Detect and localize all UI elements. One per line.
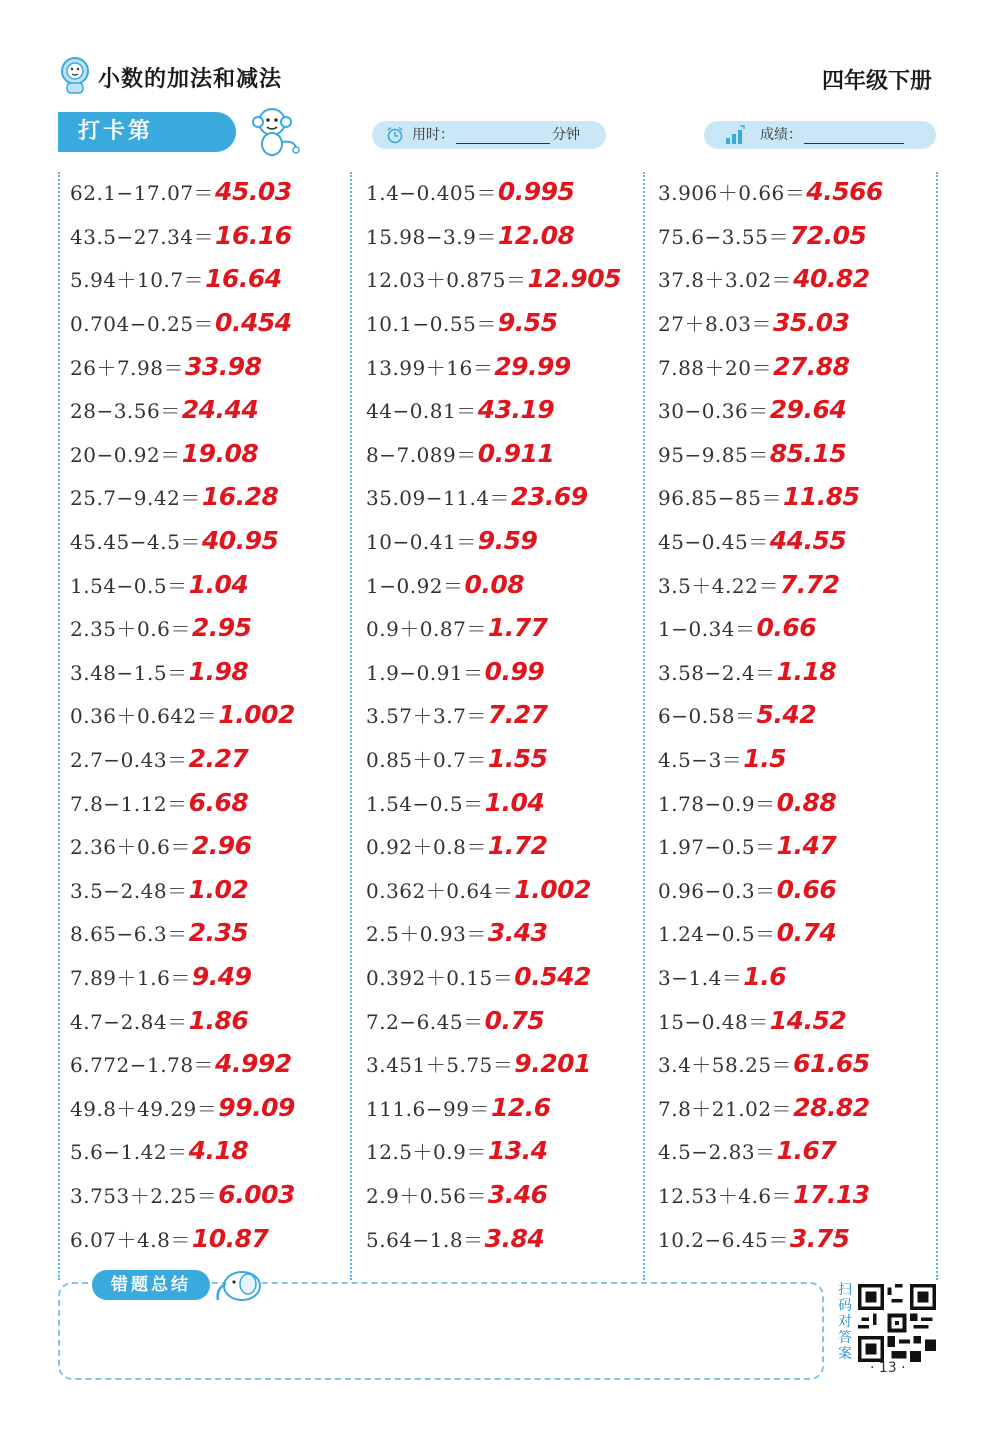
problem-row xyxy=(366,1042,656,1086)
handwritten-answer[interactable]: 0.911 xyxy=(477,438,555,468)
problem-row xyxy=(658,955,948,999)
problem-row xyxy=(366,475,656,519)
problem-equation: 2.36＋0.6＝ xyxy=(70,835,191,860)
handwritten-answer[interactable]: 0.66 xyxy=(756,613,817,643)
time-unit: 分钟 xyxy=(552,127,580,143)
problem-row xyxy=(658,606,948,650)
handwritten-answer[interactable]: 29.99 xyxy=(494,351,571,381)
handwritten-answer[interactable]: 0.454 xyxy=(215,308,292,338)
problem-equation: 12.53＋4.6＝ xyxy=(658,1183,793,1208)
handwritten-answer[interactable]: 13.4 xyxy=(487,1136,548,1166)
problem-row xyxy=(70,432,360,476)
handwritten-answer[interactable]: 33.98 xyxy=(184,351,262,381)
handwritten-answer[interactable]: 1.77 xyxy=(487,613,548,643)
problem-equation: 20−0.92＝ xyxy=(70,442,181,467)
handwritten-answer[interactable]: 6.68 xyxy=(188,787,249,817)
handwritten-answer[interactable]: 7.72 xyxy=(779,569,840,599)
handwritten-answer[interactable]: 2.35 xyxy=(188,918,249,948)
problem-row xyxy=(658,432,948,476)
problem-row xyxy=(70,1085,360,1129)
handwritten-answer[interactable]: 23.69 xyxy=(511,482,588,512)
problem-row xyxy=(366,650,656,694)
handwritten-answer[interactable]: 5.42 xyxy=(756,700,817,730)
handwritten-answer[interactable]: 0.74 xyxy=(776,918,837,948)
problem-row xyxy=(70,301,360,345)
problem-row xyxy=(366,1129,656,1173)
handwritten-answer[interactable]: 1.98 xyxy=(188,656,249,686)
handwritten-answer[interactable]: 1.002 xyxy=(514,874,591,904)
handwritten-answer[interactable]: 12.08 xyxy=(497,220,575,250)
problem-equation: 43.5−27.34＝ xyxy=(70,224,215,249)
problem-row xyxy=(658,388,948,432)
problem-row xyxy=(366,301,656,345)
checkin-banner xyxy=(58,112,236,184)
problem-row xyxy=(658,1216,948,1260)
handwritten-answer[interactable]: 24.44 xyxy=(181,395,259,425)
handwritten-answer[interactable]: 1.5 xyxy=(743,744,787,774)
problem-equation: 8.65−6.3＝ xyxy=(70,922,188,947)
problem-equation: 30−0.36＝ xyxy=(658,399,769,424)
problem-equation: 3.48−1.5＝ xyxy=(70,660,188,685)
problem-row xyxy=(70,737,360,781)
problem-equation: 27＋8.03＝ xyxy=(658,312,772,337)
problem-equation: 0.92＋0.8＝ xyxy=(366,835,487,860)
problem-row xyxy=(658,693,948,737)
problem-equation: 4.7−2.84＝ xyxy=(70,1009,188,1034)
handwritten-answer[interactable]: 10.87 xyxy=(191,1223,269,1253)
handwritten-answer[interactable]: 99.09 xyxy=(218,1092,295,1122)
problem-row xyxy=(658,1042,948,1086)
problem-equation: 111.6−99＝ xyxy=(366,1096,490,1121)
problem-equation: 12.03＋0.875＝ xyxy=(366,268,527,293)
handwritten-answer[interactable]: 1.86 xyxy=(188,1005,249,1035)
handwritten-answer[interactable]: 72.05 xyxy=(789,220,867,250)
handwritten-answer[interactable]: 1.02 xyxy=(188,874,249,904)
handwritten-answer[interactable]: 0.995 xyxy=(497,177,575,207)
elephant-icon xyxy=(212,1266,268,1306)
page-number: · 13 · xyxy=(870,1360,906,1376)
problem-row xyxy=(366,606,656,650)
handwritten-answer[interactable]: 12.905 xyxy=(527,264,621,294)
problem-row xyxy=(658,998,948,1042)
handwritten-answer[interactable]: 28.82 xyxy=(793,1092,870,1122)
problem-row xyxy=(366,1085,656,1129)
problem-row xyxy=(366,868,656,912)
problem-equation: 0.9＋0.87＝ xyxy=(366,617,487,642)
problem-equation: 7.8−1.12＝ xyxy=(70,791,188,816)
problem-equation: 62.1−17.07＝ xyxy=(70,181,215,206)
problem-row xyxy=(70,519,360,563)
problem-equation: 96.85−85＝ xyxy=(658,486,782,511)
problem-equation: 1.54−0.5＝ xyxy=(70,573,188,598)
problem-column-1 xyxy=(70,170,360,1260)
problem-row xyxy=(658,257,948,301)
problem-column-3 xyxy=(658,170,948,1260)
handwritten-answer[interactable]: 3.84 xyxy=(484,1223,545,1253)
mistake-summary-label: 错题总结 xyxy=(92,1270,210,1300)
problem-row xyxy=(366,257,656,301)
problem-equation: 1.9−0.91＝ xyxy=(366,660,484,685)
page-title: 小数的加法和减法 xyxy=(98,67,283,92)
problem-row xyxy=(366,693,656,737)
problem-row xyxy=(658,301,948,345)
handwritten-answer[interactable]: 1.55 xyxy=(487,744,548,774)
problem-row xyxy=(366,214,656,258)
handwritten-answer[interactable]: 7.27 xyxy=(487,700,548,730)
problem-row xyxy=(658,868,948,912)
checkin-prefix: 打卡第 xyxy=(78,119,154,144)
handwritten-answer[interactable]: 45.03 xyxy=(215,177,292,207)
problem-equation: 3.753＋2.25＝ xyxy=(70,1183,218,1208)
problem-equation: 3.4＋58.25＝ xyxy=(658,1053,793,1078)
handwritten-answer[interactable]: 9.55 xyxy=(497,308,558,338)
handwritten-answer[interactable]: 16.64 xyxy=(205,264,282,294)
qr-caption: 扫码对答案 xyxy=(838,1282,852,1362)
handwritten-answer[interactable]: 1.47 xyxy=(776,831,837,861)
problem-equation: 2.35＋0.6＝ xyxy=(70,617,191,642)
score-blank[interactable] xyxy=(804,127,904,144)
handwritten-answer[interactable]: 0.88 xyxy=(776,787,837,817)
problem-row xyxy=(70,1129,360,1173)
problem-row xyxy=(366,737,656,781)
handwritten-answer[interactable]: 1.72 xyxy=(487,831,548,861)
handwritten-answer[interactable]: 44.55 xyxy=(769,526,847,556)
problem-row xyxy=(70,475,360,519)
problem-equation: 1.54−0.5＝ xyxy=(366,791,484,816)
problem-row xyxy=(70,257,360,301)
problem-row xyxy=(366,1173,656,1217)
time-blank[interactable] xyxy=(456,127,550,144)
problem-equation: 3.58−2.4＝ xyxy=(658,660,776,685)
problem-equation: 10.2−6.45＝ xyxy=(658,1227,789,1252)
monkey-mascot-icon xyxy=(246,104,302,158)
problem-row xyxy=(70,911,360,955)
problem-equation: 6−0.58＝ xyxy=(658,704,756,729)
handwritten-answer[interactable]: 17.13 xyxy=(793,1179,870,1209)
problem-equation: 0.85＋0.7＝ xyxy=(366,748,487,773)
problem-equation: 1−0.92＝ xyxy=(366,573,464,598)
problem-row xyxy=(658,1129,948,1173)
grade-label: 四年级下册 xyxy=(821,69,932,94)
problem-equation: 10.1−0.55＝ xyxy=(366,312,497,337)
problem-equation: 6.772−1.78＝ xyxy=(70,1053,215,1078)
handwritten-answer[interactable]: 3.75 xyxy=(789,1223,850,1253)
problem-equation: 5.94＋10.7＝ xyxy=(70,268,205,293)
problem-equation: 2.7−0.43＝ xyxy=(70,748,188,773)
handwritten-answer[interactable]: 0.99 xyxy=(484,656,545,686)
problem-equation: 0.392＋0.15＝ xyxy=(366,965,514,990)
problem-row xyxy=(366,911,656,955)
handwritten-answer[interactable]: 1.04 xyxy=(484,787,545,817)
handwritten-answer[interactable]: 9.49 xyxy=(191,961,252,991)
problem-row xyxy=(366,955,656,999)
problem-row xyxy=(658,344,948,388)
handwritten-answer[interactable]: 14.52 xyxy=(769,1005,847,1035)
handwritten-answer[interactable]: 1.6 xyxy=(743,961,787,991)
problem-row xyxy=(366,780,656,824)
problem-equation: 2.9＋0.56＝ xyxy=(366,1183,487,1208)
problem-equation: 0.96−0.3＝ xyxy=(658,878,776,903)
problem-equation: 95−9.85＝ xyxy=(658,442,769,467)
problem-row xyxy=(70,170,360,214)
problem-equation: 4.5−2.83＝ xyxy=(658,1140,776,1165)
handwritten-answer[interactable]: 2.96 xyxy=(191,831,252,861)
problem-equation: 1.4−0.405＝ xyxy=(366,181,497,206)
problem-equation: 2.5＋0.93＝ xyxy=(366,922,487,947)
handwritten-answer[interactable]: 0.08 xyxy=(464,569,525,599)
problem-row xyxy=(658,650,948,694)
problem-equation: 75.6−3.55＝ xyxy=(658,224,789,249)
problem-equation: 1.24−0.5＝ xyxy=(658,922,776,947)
column-divider xyxy=(58,172,60,1280)
problem-row xyxy=(70,868,360,912)
problem-equation: 7.88＋20＝ xyxy=(658,355,772,380)
problem-equation: 1.78−0.9＝ xyxy=(658,791,776,816)
problem-row xyxy=(70,1216,360,1260)
problem-row xyxy=(658,562,948,606)
handwritten-answer[interactable]: 2.95 xyxy=(191,613,252,643)
problem-equation: 8−7.089＝ xyxy=(366,442,477,467)
handwritten-answer[interactable]: 40.82 xyxy=(793,264,870,294)
problem-equation: 35.09−11.4＝ xyxy=(366,486,511,511)
handwritten-answer[interactable]: 43.19 xyxy=(477,395,555,425)
problem-equation: 13.99＋16＝ xyxy=(366,355,494,380)
problem-row xyxy=(70,214,360,258)
problem-row xyxy=(70,998,360,1042)
problem-equation: 3.451＋5.75＝ xyxy=(366,1053,514,1078)
problem-equation: 3.5＋4.22＝ xyxy=(658,573,779,598)
score-chart-icon xyxy=(724,125,746,145)
problem-equation: 49.8＋49.29＝ xyxy=(70,1096,218,1121)
score-field[interactable] xyxy=(704,121,936,149)
problem-equation: 15−0.48＝ xyxy=(658,1009,769,1034)
handwritten-answer[interactable]: 4.992 xyxy=(215,1049,292,1079)
problem-equation: 45.45−4.5＝ xyxy=(70,530,201,555)
qr-code-icon[interactable] xyxy=(858,1284,936,1362)
problem-equation: 12.5＋0.9＝ xyxy=(366,1140,487,1165)
handwritten-answer[interactable]: 1.67 xyxy=(776,1136,837,1166)
problem-equation: 1−0.34＝ xyxy=(658,617,756,642)
handwritten-answer[interactable]: 0.542 xyxy=(514,961,591,991)
handwritten-answer[interactable]: 9.59 xyxy=(477,526,538,556)
problem-column-2 xyxy=(366,170,656,1260)
problem-row xyxy=(70,606,360,650)
problem-equation: 26＋7.98＝ xyxy=(70,355,184,380)
problem-row xyxy=(366,519,656,563)
handwritten-answer[interactable]: 2.27 xyxy=(188,744,249,774)
problem-equation: 7.8＋21.02＝ xyxy=(658,1096,793,1121)
problem-row xyxy=(366,344,656,388)
handwritten-answer[interactable]: 1.04 xyxy=(188,569,249,599)
handwritten-answer[interactable]: 3.43 xyxy=(487,918,548,948)
handwritten-answer[interactable]: 0.66 xyxy=(776,874,837,904)
handwritten-answer[interactable]: 85.15 xyxy=(769,438,847,468)
lion-logo-icon xyxy=(58,56,92,94)
problem-row xyxy=(70,562,360,606)
problem-equation: 7.89＋1.6＝ xyxy=(70,965,191,990)
problem-equation: 3.57＋3.7＝ xyxy=(366,704,487,729)
problem-row xyxy=(366,1216,656,1260)
handwritten-answer[interactable]: 19.08 xyxy=(181,438,259,468)
handwritten-answer[interactable]: 9.201 xyxy=(514,1049,591,1079)
handwritten-answer[interactable]: 12.6 xyxy=(490,1092,551,1122)
problem-row xyxy=(70,955,360,999)
problem-row xyxy=(366,824,656,868)
problem-equation: 4.5−3＝ xyxy=(658,748,743,773)
checkin-suffix: 天 xyxy=(78,159,104,184)
problem-equation: 44−0.81＝ xyxy=(366,399,477,424)
handwritten-answer[interactable]: 1.002 xyxy=(218,700,295,730)
time-field[interactable] xyxy=(372,121,606,149)
handwritten-answer[interactable]: 4.18 xyxy=(188,1136,249,1166)
problem-row xyxy=(366,388,656,432)
problem-row xyxy=(366,998,656,1042)
problem-equation: 0.36＋0.642＝ xyxy=(70,704,218,729)
handwritten-answer[interactable]: 4.566 xyxy=(806,177,883,207)
problem-row xyxy=(658,1173,948,1217)
problem-equation: 15.98−3.9＝ xyxy=(366,224,497,249)
problem-row xyxy=(658,1085,948,1129)
problem-row xyxy=(658,737,948,781)
problem-equation: 5.6−1.42＝ xyxy=(70,1140,188,1165)
problem-row xyxy=(658,780,948,824)
problem-row xyxy=(70,780,360,824)
problem-row xyxy=(70,344,360,388)
problem-equation: 10−0.41＝ xyxy=(366,530,477,555)
handwritten-answer[interactable]: 11.85 xyxy=(782,482,860,512)
problem-row xyxy=(70,824,360,868)
problem-equation: 0.362＋0.64＝ xyxy=(366,878,514,903)
time-label: 用时： xyxy=(412,127,454,143)
problem-row xyxy=(658,170,948,214)
problem-row xyxy=(70,1173,360,1217)
handwritten-answer[interactable]: 1.18 xyxy=(776,656,837,686)
problem-row xyxy=(70,388,360,432)
problem-equation: 0.704−0.25＝ xyxy=(70,312,215,337)
problem-equation: 45−0.45＝ xyxy=(658,530,769,555)
problem-row xyxy=(658,214,948,258)
problem-row xyxy=(366,170,656,214)
problem-equation: 37.8＋3.02＝ xyxy=(658,268,793,293)
handwritten-answer[interactable]: 16.16 xyxy=(215,220,292,250)
problem-row xyxy=(658,824,948,868)
score-label: 成绩： xyxy=(760,127,802,143)
handwritten-answer[interactable]: 6.003 xyxy=(218,1179,295,1209)
alarm-clock-icon xyxy=(386,126,404,144)
problem-row xyxy=(658,519,948,563)
handwritten-answer[interactable]: 27.88 xyxy=(772,351,850,381)
problem-equation: 25.7−9.42＝ xyxy=(70,486,201,511)
problem-equation: 1.97−0.5＝ xyxy=(658,835,776,860)
handwritten-answer[interactable]: 35.03 xyxy=(772,308,850,338)
handwritten-answer[interactable]: 16.28 xyxy=(201,482,279,512)
problem-equation: 7.2−6.45＝ xyxy=(366,1009,484,1034)
problem-equation: 5.64−1.8＝ xyxy=(366,1227,484,1252)
problem-row xyxy=(658,475,948,519)
handwritten-answer[interactable]: 61.65 xyxy=(793,1049,870,1079)
problem-equation: 28−3.56＝ xyxy=(70,399,181,424)
problem-equation: 3.5−2.48＝ xyxy=(70,878,188,903)
problem-equation: 6.07＋4.8＝ xyxy=(70,1227,191,1252)
handwritten-answer[interactable]: 3.46 xyxy=(487,1179,548,1209)
handwritten-answer[interactable]: 0.75 xyxy=(484,1005,545,1035)
problem-row xyxy=(658,911,948,955)
handwritten-answer[interactable]: 40.95 xyxy=(201,526,279,556)
problem-row xyxy=(366,432,656,476)
problem-row xyxy=(70,1042,360,1086)
problem-row xyxy=(70,650,360,694)
problem-row xyxy=(70,693,360,737)
problem-equation: 3−1.4＝ xyxy=(658,965,743,990)
problem-equation: 3.906＋0.66＝ xyxy=(658,181,806,206)
problem-row xyxy=(366,562,656,606)
handwritten-answer[interactable]: 29.64 xyxy=(769,395,847,425)
